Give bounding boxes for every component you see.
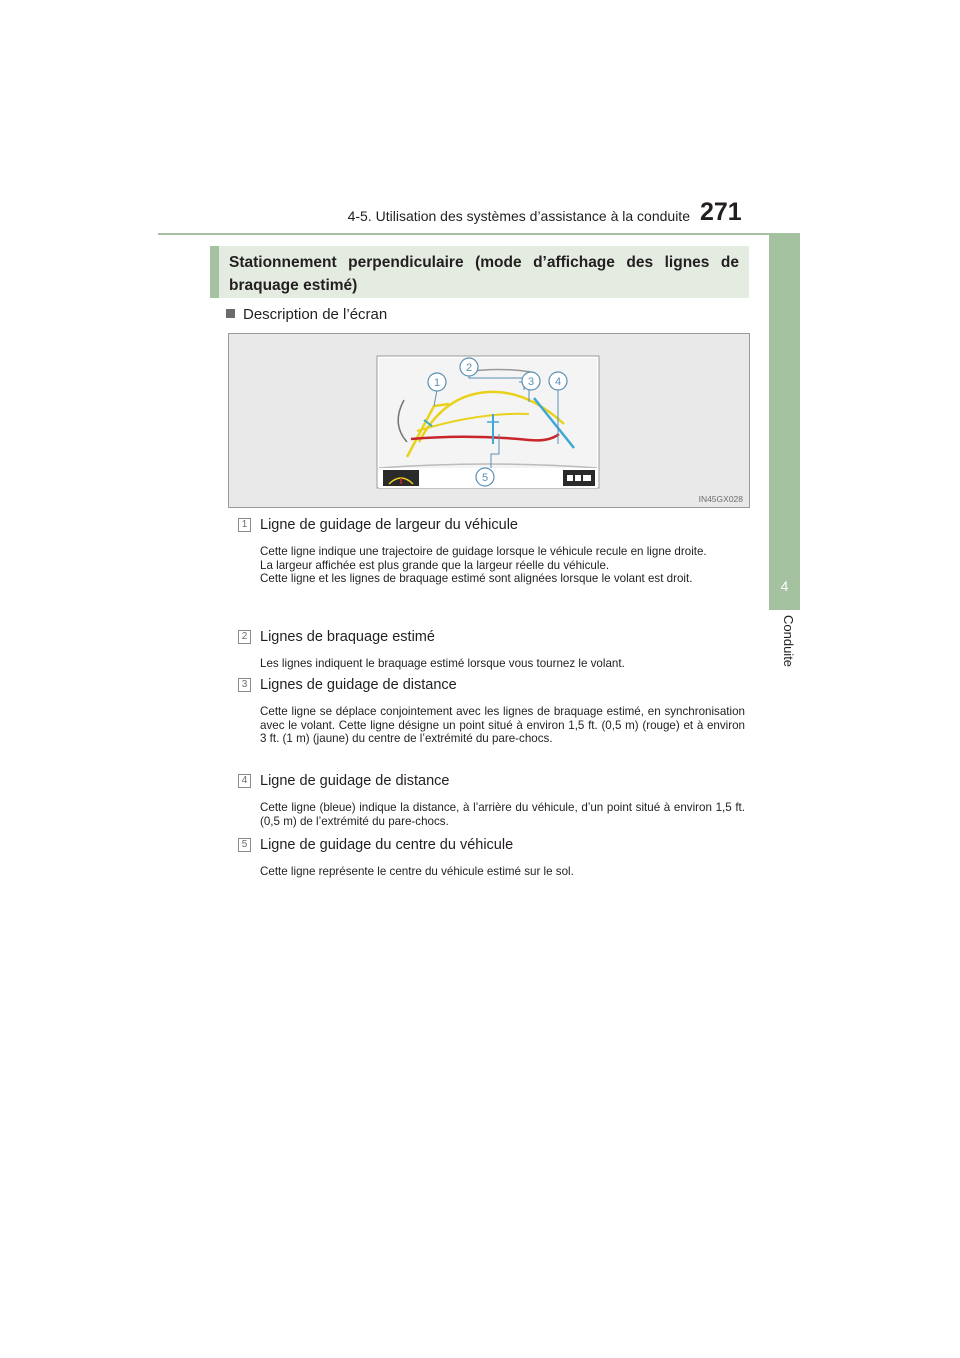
switch-icon-b	[575, 475, 581, 481]
chapter-tab-number: 4	[780, 578, 789, 594]
item-description-5: Cette ligne représente le centre du véhicule estimé sur le sol.	[260, 865, 574, 878]
figure-code: IN45GX028	[698, 494, 743, 504]
callout-2-label: 2	[465, 362, 473, 374]
subsection-heading	[226, 306, 387, 323]
item-number-1: 1	[238, 518, 251, 532]
item-description-1: Cette ligne indique une trajectoire de guidage lorsque le véhicule recule en ligne droite. La largeur affichée est plus grande que la largeur réelle du véhicule. Cette ligne et les lignes de braquage estimé sont alignées lorsque le volant est droit.	[260, 545, 707, 585]
item-description-3: Cette ligne se déplace conjointement avec les lignes de braquage estimé, en synchronisation avec le volant. Cette ligne désigne un point situé à environ 1,5 ft. (0,5 m) (rouge) et à environ 3 ft. (1 m) (jaune) du centre de l’extrémité du pare-chocs.	[260, 705, 745, 745]
item-description-4: Cette ligne (bleue) indique la distance, à l’arrière du véhicule, d’un point situé à environ 1,5 ft. (0,5 m) de l’extrémité du pare-chocs.	[260, 801, 745, 828]
item-title-2: Lignes de braquage estimé	[260, 629, 435, 645]
camera-screen-illustration	[228, 333, 750, 508]
item-number-2: 2	[238, 630, 251, 644]
callout-1-label: 1	[433, 377, 441, 389]
item-title-1: Ligne de guidage de largeur du véhicule	[260, 517, 518, 533]
camera-screen-svg	[229, 334, 751, 509]
item-number-5: 5	[238, 838, 251, 852]
chapter-tab[interactable]	[769, 235, 800, 610]
subsection-title: Description de l’écran	[243, 306, 388, 323]
page-number: 271	[700, 198, 742, 226]
callout-5-label: 5	[481, 472, 489, 484]
switch-icon-c	[583, 475, 591, 481]
item-number-4: 4	[238, 774, 251, 788]
section-title: Stationnement perpendiculaire (mode d’affichage des lignes de braquage estimé)	[210, 246, 749, 298]
callout-4-label: 4	[554, 376, 562, 388]
item-description-2: Les lignes indiquent le braquage estimé lorsque vous tournez le volant.	[260, 657, 625, 670]
switch-icon-a	[567, 475, 573, 481]
item-title-4: Ligne de guidage de distance	[260, 773, 450, 789]
item-number-3: 3	[238, 678, 251, 692]
header-rule	[158, 233, 800, 235]
item-title-5: Ligne de guidage du centre du véhicule	[260, 837, 514, 853]
chapter-tab-label: Conduite	[781, 615, 796, 668]
running-header: 4-5. Utilisation des systèmes d’assistance à la conduite	[347, 208, 690, 224]
square-bullet-icon	[226, 309, 235, 318]
callout-3-label: 3	[527, 376, 535, 388]
item-title-3: Lignes de guidage de distance	[260, 677, 457, 693]
